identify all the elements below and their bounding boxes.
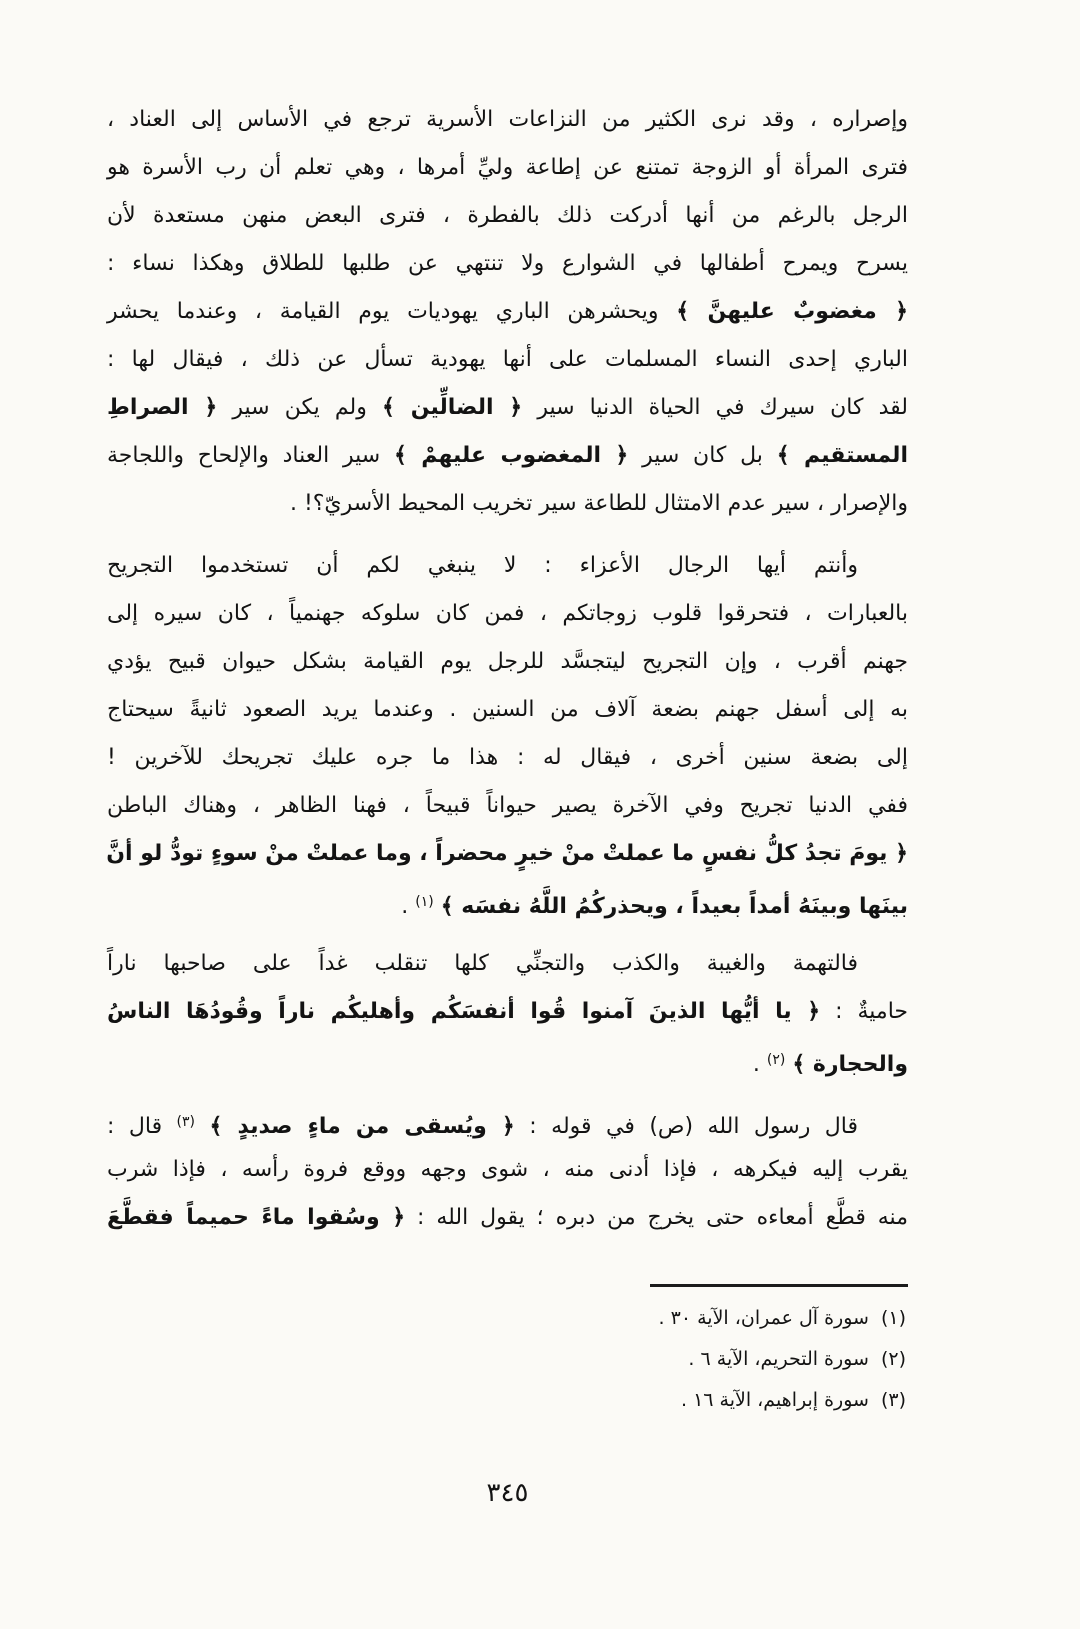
footnote-marker: (٢) <box>880 1348 906 1370</box>
page-number: ٣٤٥ <box>486 1478 529 1508</box>
quran-quote-segment: ﴿ ويُسقى من ماءٍ صديدٍ ﴾ <box>209 1114 515 1139</box>
text-line <box>107 638 908 686</box>
text-line <box>107 288 908 336</box>
text-segment: جهنم أقرب ، وإن التجريح ليتجسَّد للرجل يوم القيامة بشكل حيوان قبيح يؤدي <box>107 649 908 674</box>
paragraph <box>107 940 908 1084</box>
text-segment: الباري إحدى النساء المسلمات على أنها يهودية تسأل عن ذلك ، فيقال لها : <box>107 347 908 372</box>
text-segment: ففي الدنيا تجريح وفي الآخرة يصير حيواناً قبيحاً ، فهنا الظاهر ، وهناك الباطن <box>107 793 908 818</box>
text-line <box>107 1146 908 1194</box>
paragraph <box>107 96 908 528</box>
footnote-marker: (٣) <box>880 1389 906 1411</box>
footnote-text: سورة التحريم، الآية ٦ . <box>688 1348 869 1370</box>
text-segment: قال : <box>107 1114 177 1139</box>
text-line <box>107 384 908 432</box>
text-segment: ولم يكن سير <box>217 395 383 420</box>
paragraph <box>107 542 908 926</box>
text-segment: يقرب إليه فيكرهه ، فإذا أدنى منه ، شوى وجهه ووقع فروة رأسه ، فإذا شرب <box>107 1157 908 1182</box>
quran-quote-segment: ﴿ الصراطِ <box>107 395 218 420</box>
text-segment: إلى بضعة سنين أخرى ، فيقال له : هذا ما جره عليك تجريحك للآخرين ! <box>107 745 908 770</box>
text-segment: والإصرار ، سير عدم الامتثال للطاعة سير تخريب المحيط الأسريّ؟! . <box>289 491 908 516</box>
text-segment <box>434 894 441 919</box>
quran-quote-segment: ﴿ الضالِّين ﴾ <box>382 395 523 420</box>
text-segment: . <box>752 1052 767 1077</box>
body-text <box>107 96 908 1242</box>
text-segment: لقد كان سيرك في الحياة الدنيا سير <box>522 395 908 420</box>
text-segment: به إلى أسفل جهنم بضعة آلاف من السنين . وعندما يريد الصعود ثانيةً سيحتاج <box>107 697 908 722</box>
text-line <box>107 480 908 528</box>
text-segment: فالتهمة والغيبة والكذب والتجنِّي كلها تنقلب غداً على صاحبها ناراً <box>107 951 858 976</box>
text-line <box>107 1098 908 1146</box>
quran-quote-segment: ﴿ وسُقوا ماءً حميماً فقطَّعَ <box>107 1205 406 1230</box>
footnote-ref: (٣) <box>176 1114 196 1130</box>
text-segment: منه قطَّع أمعاءه حتى يخرج من دبره ؛ يقول الله : <box>405 1205 908 1230</box>
quran-quote-segment: والحجارة ﴾ <box>792 1052 908 1077</box>
footnote-marker: (١) <box>880 1307 906 1329</box>
footnote-item <box>172 1380 906 1421</box>
quran-quote-segment: ﴿ المغضوب عليهمْ ﴾ <box>393 443 629 468</box>
text-segment: حاميةٌ : <box>820 999 908 1024</box>
text-segment: وإصراره ، وقد نرى الكثير من النزاعات الأسرية ترجع في الأساس إلى العناد ، <box>107 107 908 132</box>
footnote-ref: (٢) <box>766 1052 786 1068</box>
quran-quote-segment: المستقيم ﴾ <box>776 443 908 468</box>
footnote-separator-rule <box>650 1284 908 1287</box>
text-line <box>107 1036 908 1084</box>
footnote-text: سورة آل عمران، الآية ٣٠ . <box>658 1307 869 1329</box>
text-segment: يسرح ويمرح أطفالها في الشوارع ولا تنتهي عن طلبها للطلاق وهكذا نساء : <box>107 251 908 276</box>
footnote-text: سورة إبراهيم، الآية ١٦ . <box>680 1389 869 1411</box>
text-line <box>107 830 908 878</box>
text-line <box>107 240 908 288</box>
text-segment: الرجل بالرغم من أنها أدركت ذلك بالفطرة ، فترى البعض منهن مستعدة لأن <box>107 203 908 228</box>
text-line <box>107 192 908 240</box>
text-line <box>107 734 908 782</box>
quran-quote-segment: ﴿ يا أيُّها الذينَ آمنوا قُوا أنفسَكُم وأهليكُم ناراً وقُودُهَا الناسُ <box>107 999 821 1024</box>
footnotes-block <box>172 1298 906 1421</box>
text-line <box>107 144 908 192</box>
text-segment: . <box>401 894 416 919</box>
text-segment: وأنتم أيها الرجال الأعزاء : لا ينبغي لكم أن تستخدموا التجريح <box>107 553 858 578</box>
text-line <box>107 542 908 590</box>
text-segment: بل كان سير <box>628 443 777 468</box>
text-line <box>107 940 908 988</box>
paragraph <box>107 1098 908 1242</box>
footnote-item <box>172 1339 906 1380</box>
text-segment: ويحشرهن الباري يهوديات يوم القيامة ، وعندما يحشر <box>107 299 677 324</box>
text-line <box>107 782 908 830</box>
text-segment: فترى المرأة أو الزوجة تمتنع عن إطاعة وليِّ أمرها ، وهي تعلم أن رب الأسرة هو <box>107 155 908 180</box>
text-line <box>107 590 908 638</box>
quran-quote-segment: بينَها وبينَهُ أمداً بعيداً ، ويحذركُمُ اللَّهُ نفسَه ﴾ <box>440 894 908 919</box>
footnote-ref: (١) <box>415 894 434 910</box>
quran-quote-segment: ﴿ مغضوبٌ عليهنَّ ﴾ <box>676 299 909 324</box>
text-line <box>107 336 908 384</box>
text-segment: بالعبارات ، فتحرقوا قلوب زوجاتكم ، فمن كان سلوكه جهنمياً ، كان سيره إلى <box>107 601 908 626</box>
text-segment: قال رسول الله (ص) في قوله : <box>514 1114 858 1139</box>
text-line <box>107 1194 908 1242</box>
text-line <box>107 96 908 144</box>
text-line <box>107 878 908 926</box>
quran-quote-segment: ﴿ يومَ تجدُ كلُّ نفسٍ ما عملتْ منْ خيرٍ محضراً ، وما عملتْ منْ سوءٍ تودُّ لو أنَّ <box>106 841 908 866</box>
text-line <box>107 432 908 480</box>
text-line <box>107 988 908 1036</box>
text-segment <box>195 1114 209 1139</box>
text-segment: سير العناد والإلحاح واللجاجة <box>107 443 394 468</box>
footnote-item <box>172 1298 906 1339</box>
text-line <box>107 686 908 734</box>
